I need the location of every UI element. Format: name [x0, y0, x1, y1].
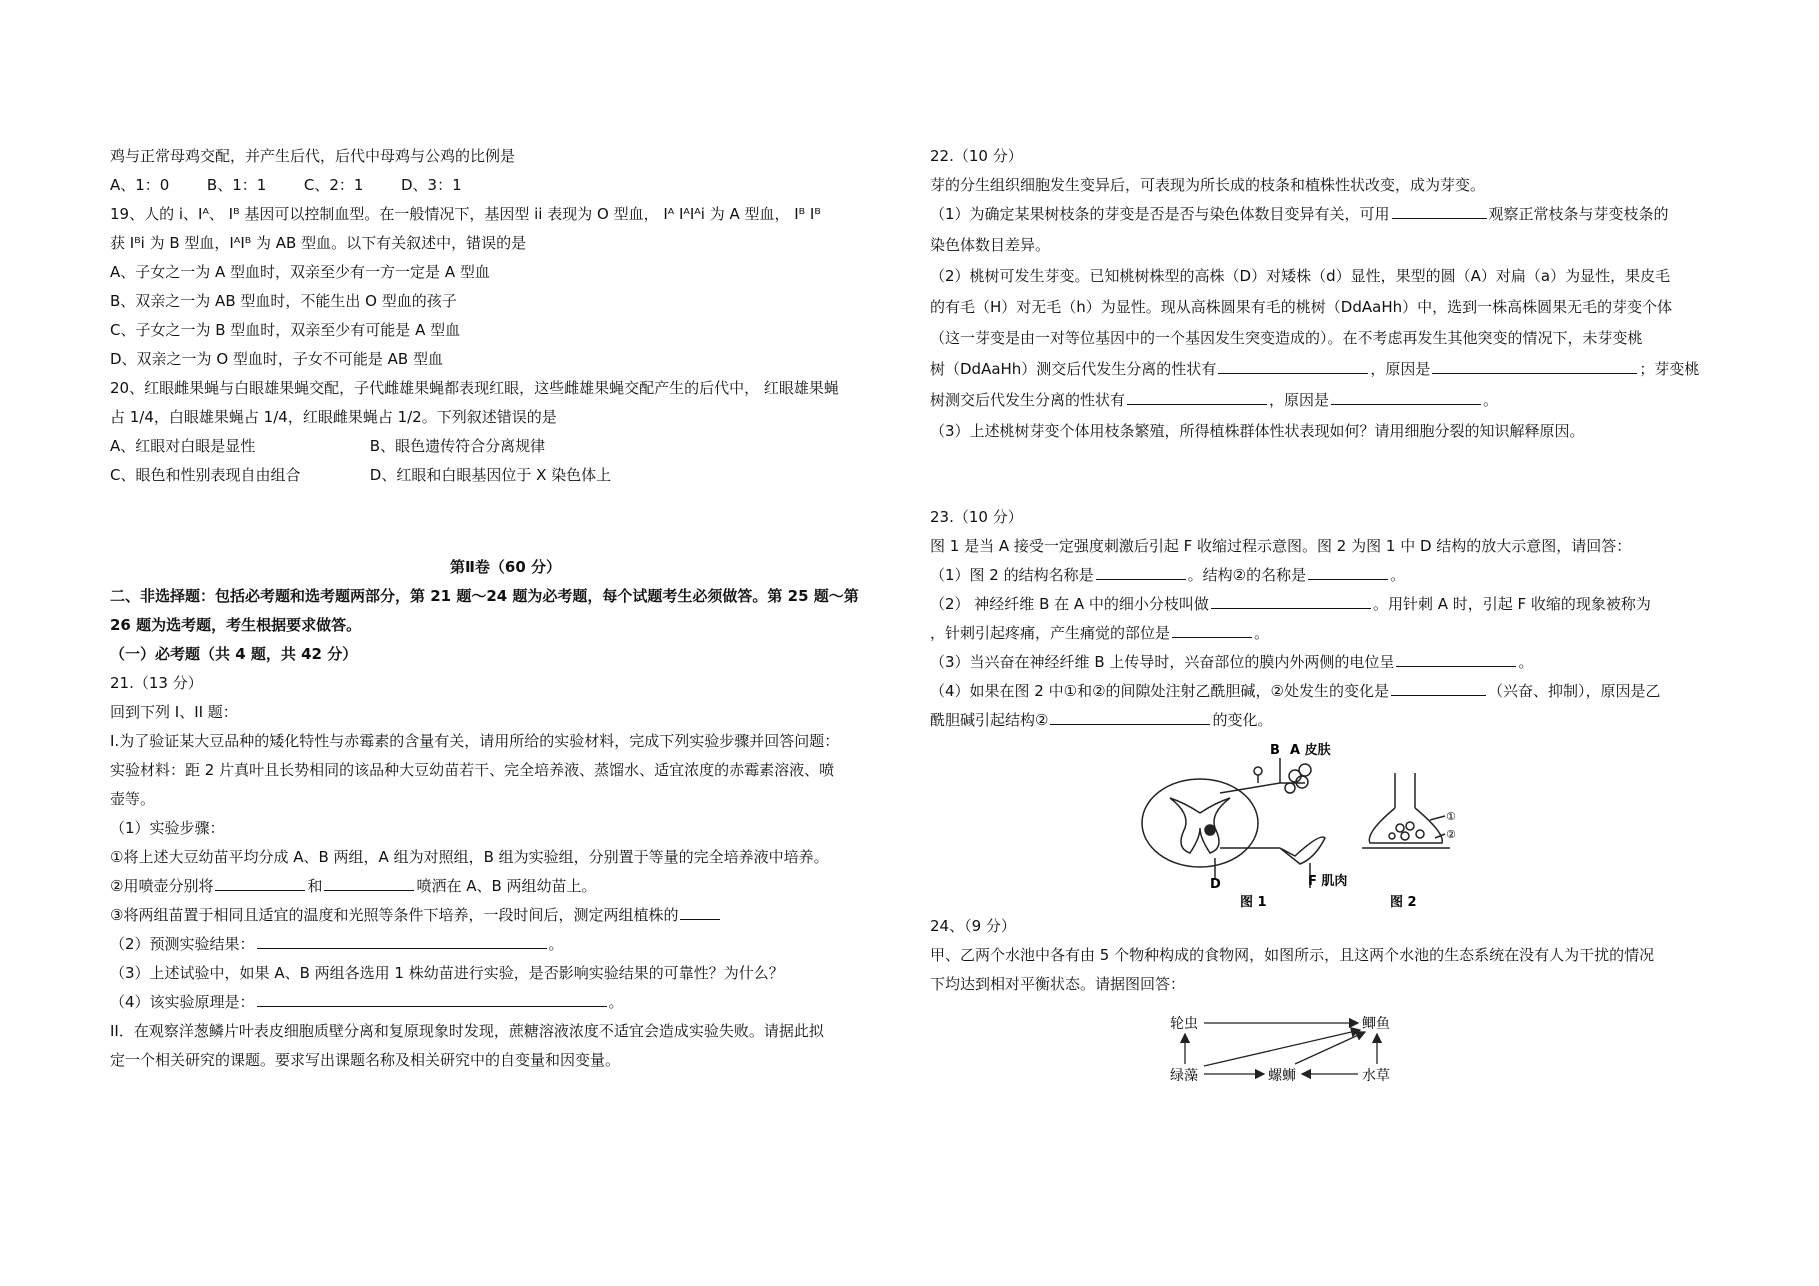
q22-part2-line5-text2: ，原因是	[1269, 391, 1330, 409]
q23-part3-text1: （3）当兴奋在神经纤维 B 上传导时，兴奋部位的膜内外两侧的电位呈	[930, 653, 1395, 671]
q18-option-c: C、2：1	[303, 176, 364, 194]
food-web-crucian: 鲫鱼	[1362, 1016, 1390, 1032]
fig1-label-d: D	[1210, 877, 1221, 892]
q21-step3: （3）上述试验中，如果 A、B 两组各选用 1 株幼苗进行实验，是否影响实验结果的可靠性？为什么？	[110, 964, 784, 982]
q23-part3	[930, 652, 1533, 672]
q18-option-d: D、3：1	[401, 176, 462, 194]
food-web-algae: 绿藻	[1170, 1068, 1198, 1084]
fig2-label-1: ①	[1446, 810, 1456, 823]
q19-line2: 获 Iᴮi 为 B 型血，IᴬIᴮ 为 AB 型血。以下有关叙述中，错误的是	[110, 234, 527, 252]
reflex-arc-figure	[1130, 738, 1470, 908]
q19-option-d: D、双亲之一为 O 型血时，子女不可能是 AB 型血	[110, 350, 443, 368]
q21-step1-title: （1）实验步骤：	[110, 819, 225, 837]
q20-option-c: C、眼色和性别表现自由组合	[110, 466, 301, 484]
q24-line2: 下均达到相对平衡状态。请据图回答：	[930, 975, 1186, 993]
answer-blank[interactable]	[680, 905, 720, 920]
part2-desc-line1: 二、非选择题：包括必考题和选考题两部分，第 21 题～24 题为必考题，每个试题考生必须做答。第 25 题～第	[110, 587, 859, 605]
q22-part2-line1: （2）桃树可发生芽变。已知桃树株型的高株（D）对矮株（d）显性，果型的圆（A）对扁（a）为显性，果皮毛	[930, 267, 1671, 285]
q20-options-row1	[110, 436, 545, 456]
q21-step4: （4）该实验原理是： 。	[110, 993, 624, 1011]
q18-options	[110, 175, 462, 195]
q23-part1-text3: 。	[1390, 566, 1406, 584]
fig1-label-a: A 皮肤	[1290, 743, 1331, 758]
q21-step1c	[110, 905, 722, 925]
q23-part2-cont	[930, 623, 1269, 643]
answer-blank[interactable]	[1308, 565, 1388, 580]
q20-option-a: A、红眼对白眼是显性	[110, 437, 256, 455]
answer-blank[interactable]	[1432, 359, 1637, 374]
q23-part1-text1: （1）图 2 的结构名称是	[930, 566, 1094, 584]
q23-heading: 23.（10 分）	[930, 508, 1023, 526]
q20-line2: 占 1/4，白眼雄果蝇占 1/4，红眼雌果蝇占 1/2。下列叙述错误的是	[110, 408, 557, 426]
q22-part2-line2: 的有毛（H）对无毛（h）为显性。现从高株圆果有毛的桃树（DdAaHh）中，选到一株高株圆果无毛的芽变个体	[930, 298, 1673, 316]
fig1-caption: 图 1	[1240, 895, 1267, 908]
q23-part1-text2: 。结构②的名称是	[1187, 566, 1307, 584]
part2-desc-line2: 26 题为选考题，考生根据要求做答。	[110, 616, 362, 634]
fig2-caption: 图 2	[1390, 895, 1417, 908]
q20-option-b: B、眼色遗传符合分离规律	[369, 437, 546, 455]
answer-blank[interactable]	[324, 876, 414, 891]
q21-intro: 回到下列 I、II 题：	[110, 703, 238, 721]
q23-part2-text2: 。用针刺 A 时，引起 F 收缩的现象被称为	[1372, 595, 1651, 613]
q22-part2-line5	[930, 390, 1498, 410]
required-section-title: （一）必考题（共 4 题，共 42 分）	[110, 645, 358, 663]
answer-blank[interactable]	[1127, 390, 1267, 405]
q18-option-a: A、1：0	[110, 176, 170, 194]
answer-blank[interactable]	[1050, 710, 1210, 725]
q21-II-line2: 定一个相关研究的课题。要求写出课题名称及相关研究中的自变量和因变量。	[110, 1051, 621, 1069]
q21-step1b	[110, 876, 597, 896]
answer-blank[interactable]	[1218, 359, 1368, 374]
q22-part2-line5-text1: 树测交后代发生分离的性状有	[930, 391, 1126, 409]
q21-step1b-text1: ②用喷壶分别将	[110, 877, 214, 895]
q23-part1	[930, 565, 1405, 585]
q22-part2-line3: （这一芽变是由一对等位基因中的一个基因发生突变造成的）。在不考虑再发生其他突变的情况下，未芽变桃	[930, 329, 1643, 347]
food-web-arrows	[1185, 1023, 1377, 1074]
q23-part2-text1: （2） 神经纤维 B 在 A 中的细小分枝叫做	[930, 595, 1209, 613]
q23-part4-text1: （4）如果在图 2 中①和②的间隙处注射乙酰胆碱，②处发生的变化是	[930, 682, 1389, 700]
q18-option-b: B、1：1	[206, 176, 267, 194]
answer-blank[interactable]	[1096, 565, 1186, 580]
q22-intro: 芽的分生组织细胞发生变异后，可表现为所长成的枝条和植株性状改变，成为芽变。	[930, 176, 1486, 194]
q24-heading: 24、（9 分）	[930, 917, 1016, 935]
q22-part1	[930, 204, 1669, 224]
q23-part4-cont	[930, 710, 1272, 730]
spinal-cord-drawing	[1142, 758, 1325, 888]
q20-line1: 20、红眼雌果蝇与白眼雄果蝇交配，子代雌雄果蝇都表现红眼，这些雌雄果蝇交配产生的后代中， 红眼雄果蝇	[110, 379, 839, 397]
q21-step1b-text3: 喷洒在 A、B 两组幼苗上。	[416, 877, 597, 895]
food-web-snail: 螺蛳	[1268, 1068, 1296, 1084]
answer-blank[interactable]	[1392, 204, 1487, 219]
q19-option-c: C、子女之一为 B 型血时，双亲至少有可能是 A 型血	[110, 321, 461, 339]
food-web-grass: 水草	[1362, 1068, 1390, 1084]
q18-tail: 鸡与正常母鸡交配，并产生后代，后代中母鸡与公鸡的比例是	[110, 147, 516, 165]
answer-blank[interactable]	[257, 934, 547, 949]
q23-intro: 图 1 是当 A 接受一定强度刺激后引起 F 收缩过程示意图。图 2 为图 1 中 D 结构的放大示意图，请回答：	[930, 537, 1632, 555]
q22-part1-text2: 观察正常枝条与芽变枝条的	[1488, 205, 1669, 223]
fig2-label-2: ②	[1446, 828, 1456, 841]
answer-blank[interactable]	[1172, 623, 1252, 638]
q22-part2-line4-text2: ，原因是	[1370, 360, 1431, 378]
q21-step2: （2）预测实验结果： 。	[110, 935, 564, 953]
answer-blank[interactable]	[215, 876, 305, 891]
q21-heading: 21.（13 分）	[110, 674, 203, 692]
q22-part2-line4-text3: ；芽变桃	[1639, 360, 1700, 378]
answer-blank[interactable]	[257, 992, 607, 1007]
q21-I-line1: I.为了验证某大豆品种的矮化特性与赤霉素的含量有关，请用所给的实验材料，完成下列实验步骤并回答问题：	[110, 732, 840, 750]
q23-part2-text3: ，针刺引起疼痛，产生痛觉的部位是	[930, 624, 1171, 642]
q23-part4-text2: （兴奋、抑制），原因是乙	[1487, 682, 1661, 700]
q19-line1: 19、人的 i、Iᴬ、 Iᴮ 基因可以控制血型。在一般情况下，基因型 ii 表现为 O 型血， Iᴬ IᴬIᴬi 为 A 型血， Iᴮ Iᴮ	[110, 205, 821, 223]
q22-part1-text1: （1）为确定某果树枝条的芽变是否是否与染色体数目变异有关，可用	[930, 205, 1390, 223]
q19-option-a: A、子女之一为 A 型血时，双亲至少有一方一定是 A 型血	[110, 263, 490, 281]
food-web-rotifer: 轮虫	[1170, 1016, 1198, 1032]
q22-part2-line4	[930, 359, 1699, 379]
q23-part4-text4: 的变化。	[1212, 711, 1273, 729]
fig1-label-b: B	[1270, 743, 1280, 758]
q21-step1a: ①将上述大豆幼苗平均分成 A、B 两组，A 组为对照组，B 组为实验组，分别置于等量的完全培养液中培养。	[110, 848, 829, 866]
q22-part2-line5-text3: 。	[1483, 391, 1499, 409]
answer-blank[interactable]	[1391, 681, 1486, 696]
q23-part2-text4: 。	[1254, 624, 1270, 642]
q20-option-d: D、红眼和白眼基因位于 X 染色体上	[369, 466, 612, 484]
q20-options-row2	[110, 465, 611, 485]
q21-step4-text: （4）该实验原理是：	[110, 993, 255, 1011]
q21-II-line1: II．在观察洋葱鳞片叶表皮细胞质壁分离和复原现象时发现，蔗糖溶液浓度不适宜会造成实验失败。请据此拟	[110, 1022, 824, 1040]
q22-part1-cont: 染色体数目差异。	[930, 236, 1051, 254]
answer-blank[interactable]	[1211, 594, 1371, 609]
part2-title: 第Ⅱ卷（60 分）	[450, 558, 561, 576]
answer-blank[interactable]	[1396, 652, 1516, 667]
q21-step1b-text2: 和	[307, 877, 323, 895]
q22-part2-line4-text1: 树（DdAaHh）测交后代发生分离的性状有	[930, 360, 1217, 378]
q21-I-line3: 壶等。	[110, 790, 156, 808]
q21-step1c-text: ③将两组苗置于相同且适宜的温度和光照等条件下培养，一段时间后，测定两组植株的	[110, 906, 679, 924]
q19-option-b: B、双亲之一为 AB 型血时，不能生出 O 型血的孩子	[110, 292, 457, 310]
synapse-drawing	[1362, 773, 1450, 848]
answer-blank[interactable]	[1331, 390, 1481, 405]
q23-part4	[930, 681, 1660, 701]
q22-part3: （3）上述桃树芽变个体用枝条繁殖，所得植株群体性状表现如何？请用细胞分裂的知识解释原因。	[930, 422, 1585, 440]
q23-part2	[930, 594, 1651, 614]
q23-part3-text2: 。	[1518, 653, 1534, 671]
q22-heading: 22.（10 分）	[930, 147, 1023, 165]
q23-part4-text3: 酰胆碱引起结构②	[930, 711, 1049, 729]
q21-step2-text: （2）预测实验结果：	[110, 935, 255, 953]
fig1-label-f: F 肌肉	[1308, 874, 1348, 889]
q24-line1: 甲、乙两个水池中各有由 5 个物种构成的食物网，如图所示，且这两个水池的生态系统在没有人为干扰的情况	[930, 946, 1655, 964]
q21-I-line2: 实验材料：距 2 片真叶且长势相同的该品种大豆幼苗若干、完全培养液、蒸馏水、适宜浓度的赤霉素溶液、喷	[110, 761, 835, 779]
food-web-diagram	[1170, 1008, 1410, 1088]
arrow-algae-crucian	[1204, 1030, 1360, 1066]
